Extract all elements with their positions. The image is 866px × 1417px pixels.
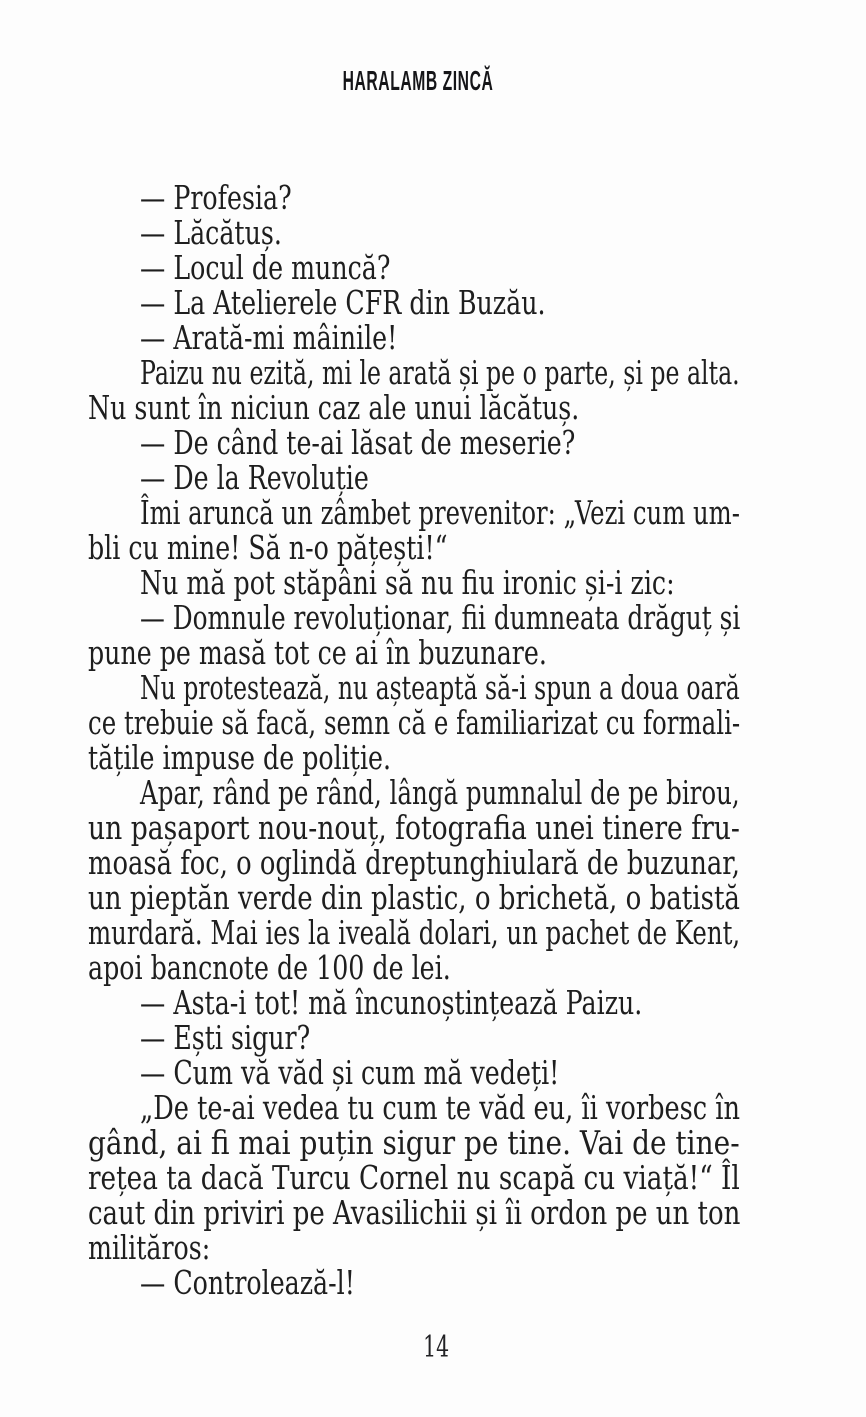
text-line: [88, 495, 740, 530]
text-line-content: — Asta-i tot! mă încunoștințează Paizu.: [140, 983, 643, 1022]
text-line-content: — Controlează-l!: [140, 1263, 355, 1302]
text-line: [88, 565, 740, 600]
text-line: [88, 1265, 740, 1300]
text-line-content: — Ești sigur?: [140, 1018, 311, 1057]
text-line-content: murdară. Mai ies la iveală dolari, un pachet de Kent,: [88, 913, 741, 952]
text-line: [88, 1230, 740, 1265]
text-line-content: caut din priviri pe Avasilichii și îi ordon pe un ton: [88, 1193, 741, 1232]
text-line: [88, 635, 740, 670]
text-line-content: apoi bancnote de 100 de lei.: [88, 948, 451, 987]
text-line: [88, 1125, 740, 1160]
text-line-content: Nu mă pot stăpâni să nu fiu ironic și-i zic:: [140, 563, 675, 602]
text-line: [88, 425, 740, 460]
text-line: [88, 600, 740, 635]
running-header: HARALAMB ZINCĂ: [342, 65, 494, 96]
text-line-content: moasă foc, o oglindă dreptunghiulară de buzunar,: [88, 843, 740, 882]
text-line-content: bli cu mine! Să n-o pățești!“: [88, 528, 448, 567]
text-line: [88, 950, 740, 985]
body-text-block: [88, 180, 740, 1300]
text-line-content: — Profesia?: [140, 178, 292, 217]
page-number: [6, 1330, 866, 1365]
text-line: [88, 250, 740, 285]
text-line-content: Apar, rând pe rând, lângă pumnalul de pe birou,: [140, 773, 740, 812]
text-line: [88, 215, 740, 250]
text-line-content: „De te-ai vedea tu cum te văd eu, îi vorbesc în: [140, 1088, 740, 1127]
text-line: [88, 845, 740, 880]
text-line: [88, 775, 740, 810]
text-line: [88, 705, 740, 740]
text-line-content: — Domnule revoluționar, fii dumneata drăguț și: [140, 598, 741, 637]
text-line: [88, 740, 740, 775]
text-line-content: rețea ta dacă Turcu Cornel nu scapă cu viață!“ Îl: [88, 1158, 740, 1197]
text-line: [88, 1020, 740, 1055]
text-line-content: — De la Revoluție: [140, 458, 369, 497]
text-line-content: milităros:: [88, 1228, 211, 1267]
text-line: [88, 390, 740, 425]
text-line-content: — Cum vă văd și cum mă vedeți!: [140, 1053, 560, 1092]
text-line-content: tățile impuse de poliție.: [88, 738, 392, 777]
text-line-content: Nu protestează, nu așteaptă să-i spun a doua oară: [140, 668, 740, 707]
text-line-content: un pașaport nou-nouț, fotografia unei tinere fru-: [88, 808, 740, 847]
text-line-content: pune pe masă tot ce ai în buzunare.: [88, 633, 547, 672]
text-line: [88, 1195, 740, 1230]
text-line-content: un pieptăn verde din plastic, o brichetă, o batistă: [88, 878, 740, 917]
text-line-content: — Arată-mi mâinile!: [140, 318, 398, 357]
text-line: [88, 355, 740, 390]
text-line: [88, 1090, 740, 1125]
text-line-content: Nu sunt în niciun caz ale unui lăcătuș.: [88, 388, 580, 427]
text-line: [88, 285, 740, 320]
text-line: [88, 670, 740, 705]
text-line: [88, 320, 740, 355]
text-line-content: — Locul de muncă?: [140, 248, 391, 287]
text-line: [88, 1055, 740, 1090]
text-line-content: Îmi aruncă un zâmbet prevenitor: „Vezi cum um-: [140, 493, 740, 532]
text-line: [88, 180, 740, 215]
text-line: [88, 915, 740, 950]
text-line-content: Paizu nu ezită, mi le arată și pe o parte, și pe alta.: [140, 353, 740, 392]
text-line-content: ce trebuie să facă, semn că e familiarizat cu formali-: [88, 703, 741, 742]
text-line: [88, 530, 740, 565]
page-number-value: 14: [423, 1330, 449, 1365]
text-line: [88, 1160, 740, 1195]
text-line: [88, 460, 740, 495]
text-line-content: — De când te-ai lăsat de meserie?: [140, 423, 576, 462]
text-line: [88, 880, 740, 915]
text-line-content: gând, ai fi mai puțin sigur pe tine. Vai de tine-: [88, 1123, 740, 1162]
text-line: [88, 810, 740, 845]
text-line: [88, 985, 740, 1020]
text-line-content: — Lăcătuș.: [140, 213, 282, 252]
text-line-content: — La Atelierele CFR din Buzău.: [140, 283, 546, 322]
